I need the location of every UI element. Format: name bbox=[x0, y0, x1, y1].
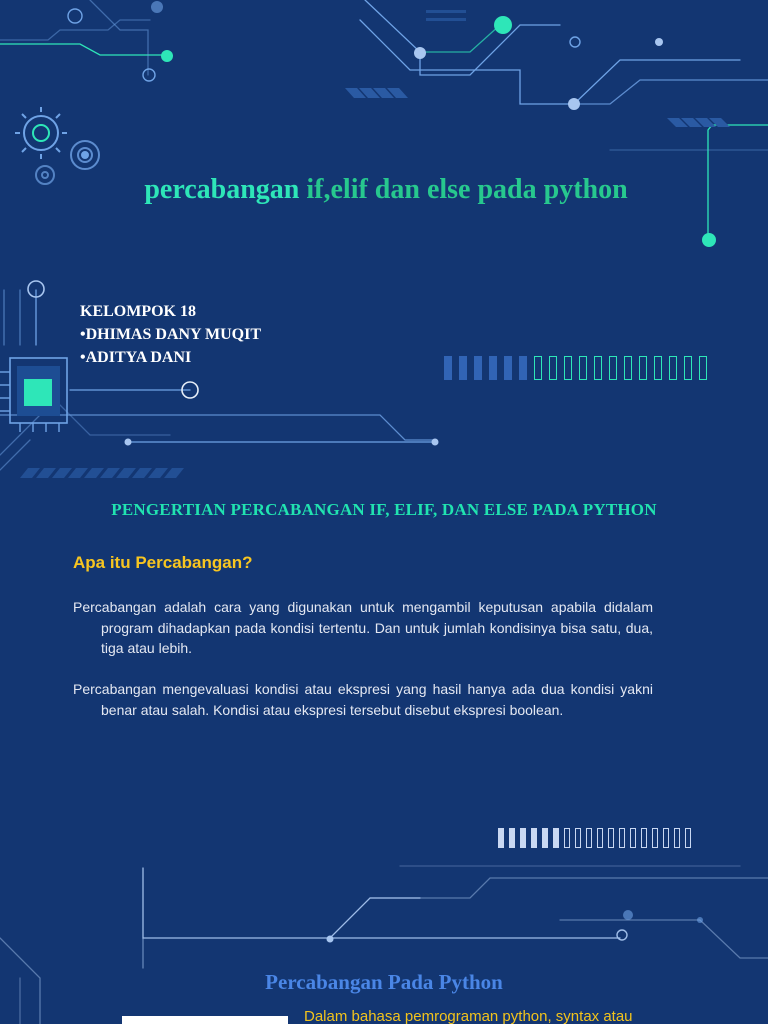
circuit-decoration bbox=[0, 0, 768, 480]
gear-icon bbox=[15, 107, 99, 184]
definition-slide bbox=[0, 480, 768, 858]
group-members-list bbox=[80, 300, 261, 369]
title-part-2: if,elif dan else pada python bbox=[306, 174, 628, 205]
member-item: •DHIMAS DANY MUQIT bbox=[80, 326, 262, 343]
section-heading: PENGERTIAN PERCABANGAN IF, ELIF, DAN ELSE PADA PYTHON bbox=[111, 500, 657, 519]
question-subheading: Apa itu Percabangan? bbox=[73, 553, 253, 572]
circuit-decoration bbox=[0, 858, 768, 1024]
progress-bars-decoration bbox=[498, 828, 691, 848]
title-part-1: percabangan bbox=[144, 174, 300, 205]
python-branching-slide bbox=[0, 858, 768, 1024]
group-name: KELOMPOK 18 bbox=[80, 303, 196, 320]
definition-paragraph-2: Percabangan mengevaluasi kondisi atau ekspresi yang hasil hanya ada dua kondisi yakni benar atau salah. Kondisi atau ekspresi tersebut disebut ekspresi boolean. bbox=[73, 681, 653, 718]
definition-paragraph-1: Percabangan adalah cara yang digunakan untuk mengambil keputusan apabila didalam program dihadapkan pada kondisi tertentu. Dan untuk jumlah kondisinya bisa satu, dua, tiga atau lebih. bbox=[73, 599, 653, 656]
code-box bbox=[122, 1016, 288, 1024]
progress-bars-decoration bbox=[444, 356, 707, 380]
presentation-title bbox=[100, 170, 672, 210]
section-heading: Percabangan Pada Python bbox=[265, 970, 503, 994]
member-item: •ADITYA DANI bbox=[80, 349, 192, 366]
title-slide bbox=[0, 0, 768, 480]
section-text: Dalam bahasa pemrograman python, syntax atau bbox=[304, 1008, 633, 1024]
